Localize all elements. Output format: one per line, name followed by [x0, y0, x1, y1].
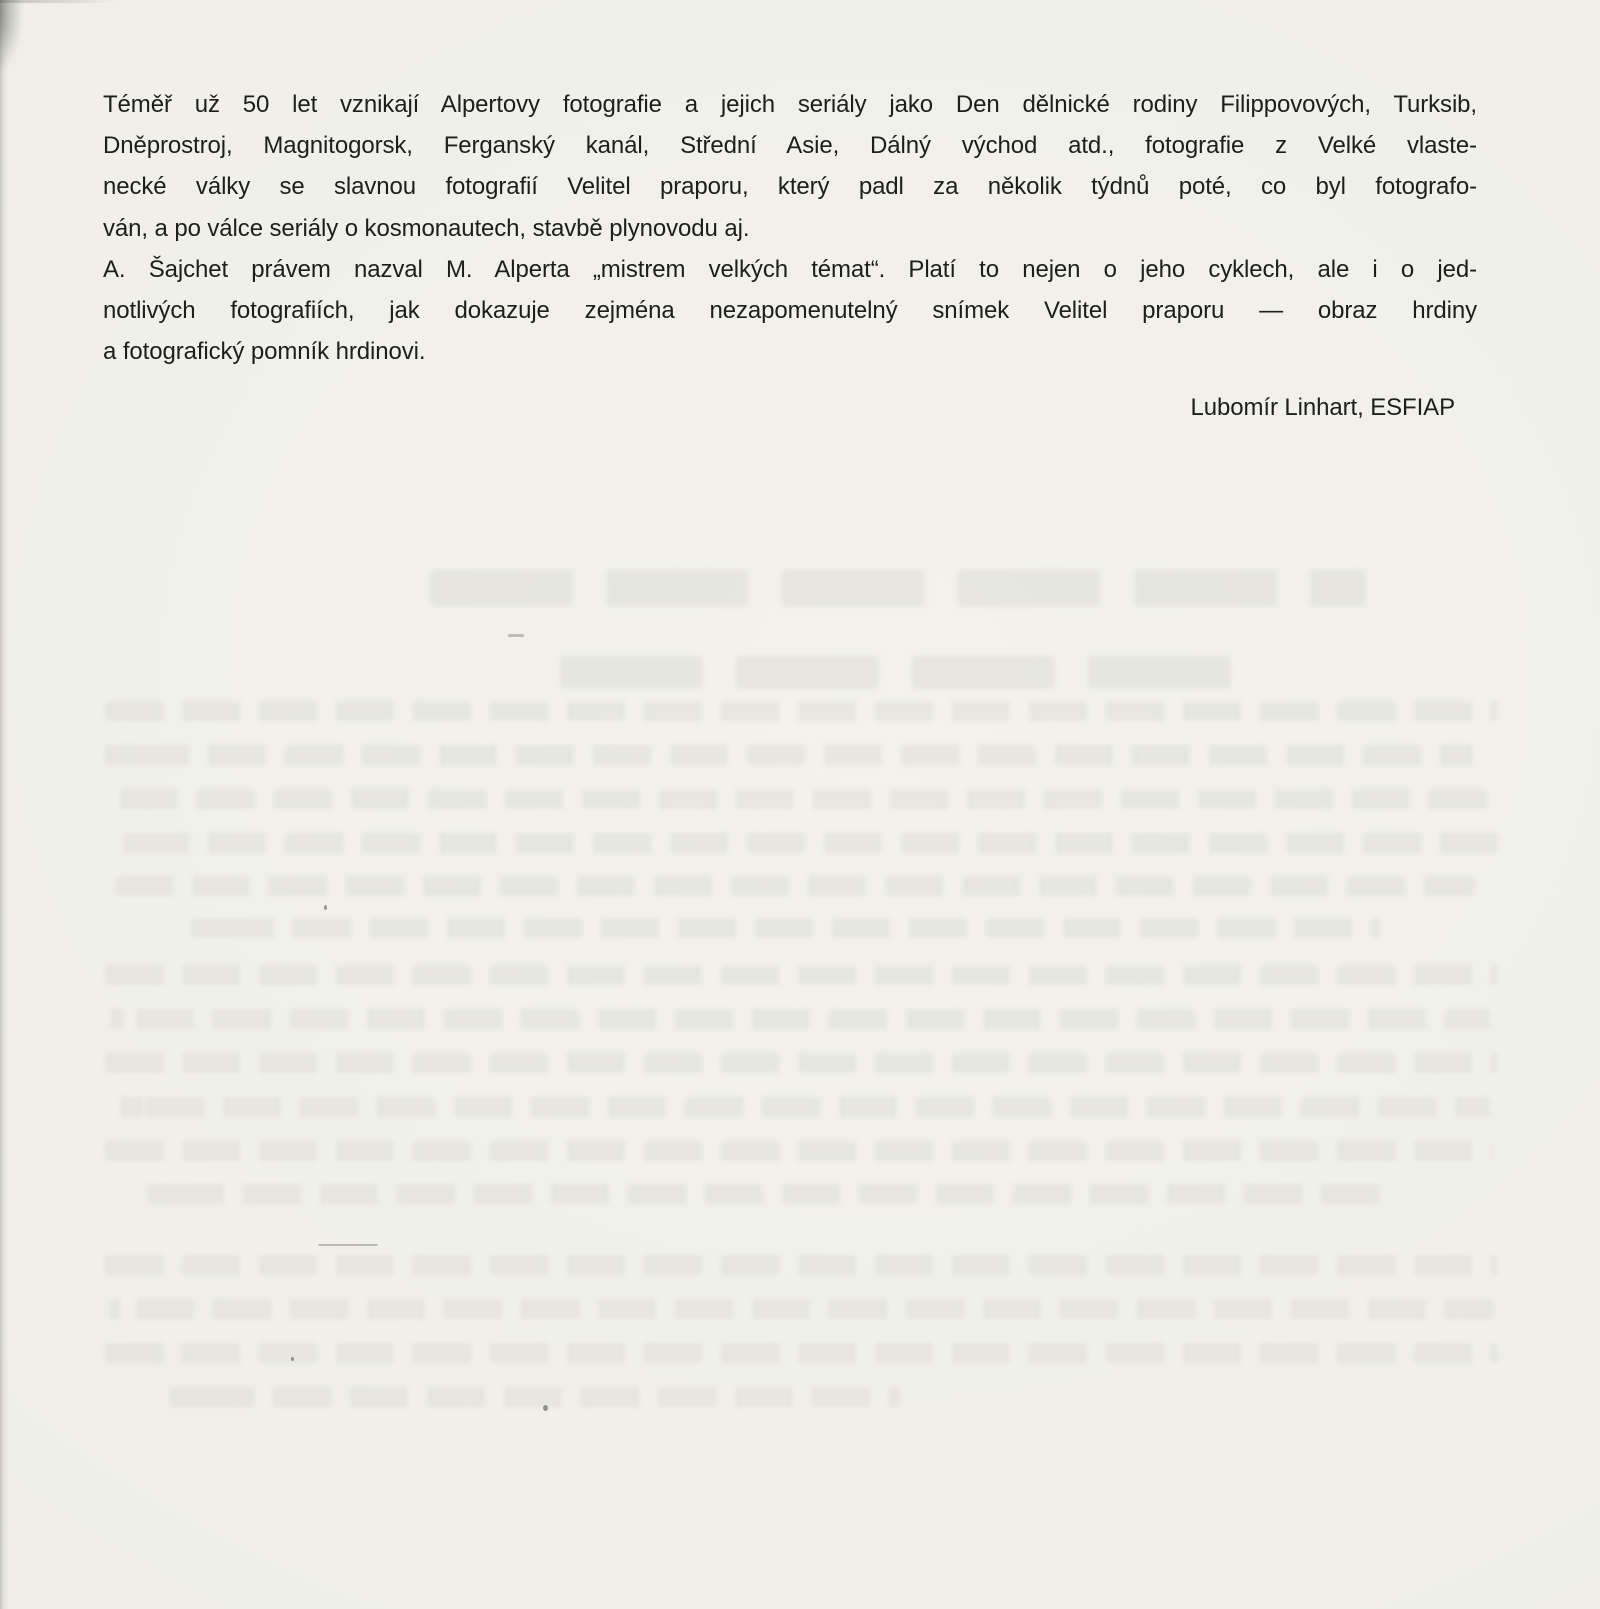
main-text-block	[103, 84, 1477, 429]
bleed-through-line	[105, 833, 1498, 853]
scan-artifact	[508, 634, 524, 637]
bleed-through-line	[105, 1343, 1498, 1363]
bleed-through-line	[105, 701, 1498, 721]
bleed-through-line	[170, 1387, 900, 1407]
bleed-through-line	[105, 745, 1473, 765]
bleed-through-line	[115, 876, 1475, 896]
paragraph-line: notlivých fotografiích, jak dokazuje zejména nezapomenutelný snímek Velitel praporu — obraz hrdiny	[103, 296, 1477, 324]
bleed-through-line	[105, 1053, 1498, 1073]
bleed-through-line	[110, 1009, 1490, 1029]
scan-artifact	[324, 905, 327, 910]
bleed-through-line	[105, 1255, 1498, 1275]
bleed-through-line	[105, 965, 1498, 985]
bleed-through-title	[430, 570, 1365, 606]
bleed-through-line	[120, 1097, 1490, 1117]
paragraph-line: A. Šajchet právem nazval M. Alperta „mistrem velkých témat“. Platí to nejen o jeho cyklech, ale i o jed-	[103, 255, 1477, 283]
bleed-through-line	[120, 789, 1498, 809]
paragraph-line: Dněprostroj, Magnitogorsk, Ferganský kanál, Střední Asie, Dálný východ atd., fotografie z Velké vlaste-	[103, 132, 1477, 160]
paragraph-line: Téměř už 50 let vznikají Alpertovy fotografie a jejich seriály jako Den dělnické rodiny Filippovových, Turksib,	[103, 91, 1477, 118]
bleed-through-line	[190, 918, 1380, 938]
paragraph-line: ván, a po válce seriály o kosmonautech, stavbě plynovodu aj.	[103, 214, 750, 242]
scan-edge-shadow	[0, 0, 9, 1609]
scan-artifact	[543, 1405, 548, 1411]
bleed-through-title	[560, 656, 1255, 689]
scan-corner-shadow	[0, 0, 22, 72]
paragraph-line: a fotografický pomník hrdinovi.	[103, 338, 426, 366]
bleed-through-line	[140, 1184, 1390, 1204]
author-signature: Lubomír Linhart, ESFIAP	[1190, 394, 1455, 422]
scan-artifact	[318, 1244, 378, 1246]
bleed-through-line	[105, 1141, 1493, 1161]
scan-top-edge	[0, 0, 120, 3]
paragraph-line: necké války se slavnou fotografií Velitel praporu, který padl za několik týdnů poté, co byl fotografo-	[103, 173, 1477, 201]
bleed-through-line	[110, 1299, 1493, 1319]
scan-artifact	[291, 1357, 294, 1361]
